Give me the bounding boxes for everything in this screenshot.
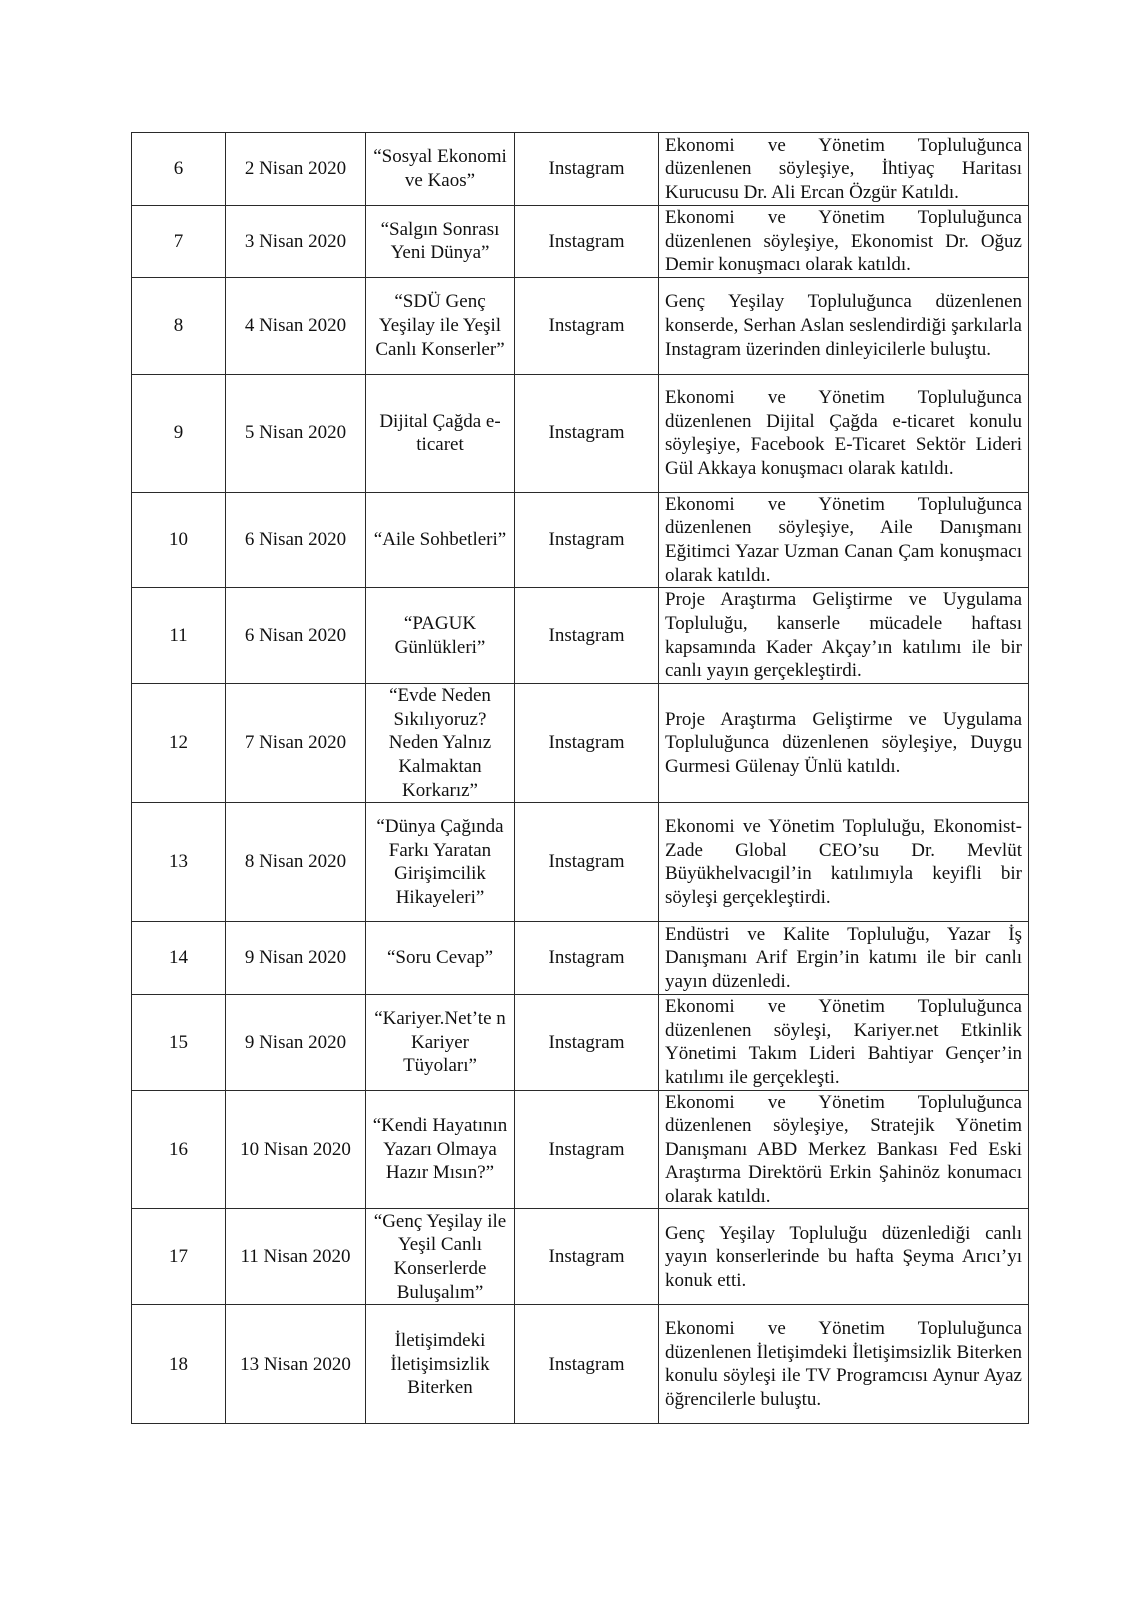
row-number: 6 <box>132 133 226 206</box>
event-date: 9 Nisan 2020 <box>226 995 366 1090</box>
row-number: 10 <box>132 492 226 587</box>
event-date: 8 Nisan 2020 <box>226 803 366 922</box>
event-date: 2 Nisan 2020 <box>226 133 366 206</box>
event-description: Ekonomi ve Yönetim Topluluğunca düzenlenen söyleşiye, Stratejik Yönetim Danışmanı ABD Merkez Bankası Fed Eski Araştırma Direktörü Erkin Şahinöz konumacı olarak katıldı. <box>659 1090 1029 1209</box>
event-date: 6 Nisan 2020 <box>226 492 366 587</box>
event-date: 7 Nisan 2020 <box>226 684 366 803</box>
row-number: 14 <box>132 922 226 995</box>
event-platform: Instagram <box>515 995 659 1090</box>
row-number: 8 <box>132 277 226 374</box>
row-number: 7 <box>132 206 226 278</box>
event-platform: Instagram <box>515 588 659 684</box>
event-title: “Genç Yeşilay ile Yeşil Canlı Konserlerde Buluşalım” <box>366 1209 515 1305</box>
event-date: 4 Nisan 2020 <box>226 277 366 374</box>
event-date: 11 Nisan 2020 <box>226 1209 366 1305</box>
events-table <box>131 132 1029 1424</box>
row-number: 13 <box>132 803 226 922</box>
event-description: Ekonomi ve Yönetim Topluluğunca düzenlenen söyleşi, Kariyer.net Etkinlik Yönetimi Takım Lideri Bahtiyar Gençer’in katılımı ile gerçekleşti. <box>659 995 1029 1090</box>
table-row <box>132 206 1029 278</box>
table-row <box>132 133 1029 206</box>
table-row <box>132 374 1029 492</box>
event-platform: Instagram <box>515 492 659 587</box>
event-date: 10 Nisan 2020 <box>226 1090 366 1209</box>
table-row <box>132 803 1029 922</box>
event-title: “Kariyer.Net’te n Kariyer Tüyoları” <box>366 995 515 1090</box>
event-date: 9 Nisan 2020 <box>226 922 366 995</box>
event-title: “Soru Cevap” <box>366 922 515 995</box>
row-number: 17 <box>132 1209 226 1305</box>
event-description: Proje Araştırma Geliştirme ve Uygulama Topluluğu, kanserle mücadele haftası kapsamında Kader Akçay’ın katılımı ile bir canlı yayın gerçekleştirdi. <box>659 588 1029 684</box>
event-platform: Instagram <box>515 133 659 206</box>
table-row <box>132 1305 1029 1424</box>
event-title: “Kendi Hayatının Yazarı Olmaya Hazır Mısın?” <box>366 1090 515 1209</box>
table-row <box>132 588 1029 684</box>
event-description: Endüstri ve Kalite Topluluğu, Yazar İş Danışmanı Arif Ergin’in katımı ile bir canlı yayın düzenledi. <box>659 922 1029 995</box>
row-number: 16 <box>132 1090 226 1209</box>
table-row <box>132 277 1029 374</box>
event-platform: Instagram <box>515 206 659 278</box>
event-platform: Instagram <box>515 684 659 803</box>
row-number: 18 <box>132 1305 226 1424</box>
event-title: “SDÜ Genç Yeşilay ile Yeşil Canlı Konserler” <box>366 277 515 374</box>
event-title: Dijital Çağda e-ticaret <box>366 374 515 492</box>
event-description: Ekonomi ve Yönetim Topluluğunca düzenlenen söyleşiye, İhtiyaç Haritası Kurucusu Dr. Ali Ercan Özgür Katıldı. <box>659 133 1029 206</box>
row-number: 9 <box>132 374 226 492</box>
event-title: “PAGUK Günlükleri” <box>366 588 515 684</box>
event-description: Ekonomi ve Yönetim Topluluğunca düzenlenen İletişimdeki İletişimsizlik Biterken konulu söyleşi ile TV Programcısı Aynur Ayaz öğrencilerle buluştu. <box>659 1305 1029 1424</box>
event-platform: Instagram <box>515 803 659 922</box>
table-row <box>132 684 1029 803</box>
table-row <box>132 1209 1029 1305</box>
event-platform: Instagram <box>515 1090 659 1209</box>
table-row <box>132 922 1029 995</box>
event-description: Genç Yeşilay Topluluğu düzenlediği canlı yayın konserlerinde bu hafta Şeyma Arıcı’yı konuk etti. <box>659 1209 1029 1305</box>
event-date: 5 Nisan 2020 <box>226 374 366 492</box>
event-title: “Evde Neden Sıkılıyoruz? Neden Yalnız Kalmaktan Korkarız” <box>366 684 515 803</box>
table-row <box>132 995 1029 1090</box>
event-title: “Salgın Sonrası Yeni Dünya” <box>366 206 515 278</box>
event-description: Proje Araştırma Geliştirme ve Uygulama Topluluğunca düzenlenen söyleşiye, Duygu Gurmesi Gülenay Ünlü katıldı. <box>659 684 1029 803</box>
event-platform: Instagram <box>515 1305 659 1424</box>
event-title: “Sosyal Ekonomi ve Kaos” <box>366 133 515 206</box>
event-description: Ekonomi ve Yönetim Topluluğunca düzenlenen söyleşiye, Aile Danışmanı Eğitimci Yazar Uzman Canan Çam konuşmacı olarak katıldı. <box>659 492 1029 587</box>
event-title: İletişimdeki İletişimsizlik Biterken <box>366 1305 515 1424</box>
event-title: “Aile Sohbetleri” <box>366 492 515 587</box>
event-platform: Instagram <box>515 277 659 374</box>
event-description: Genç Yeşilay Topluluğunca düzenlenen konserde, Serhan Aslan seslendirdiği şarkılarla Instagram üzerinden dinleyicilerle buluştu. <box>659 277 1029 374</box>
row-number: 12 <box>132 684 226 803</box>
event-description: Ekonomi ve Yönetim Topluluğu, Ekonomist- Zade Global CEO’su Dr. Mevlüt Büyükhelvacıgil’in katılımıyla keyifli bir söyleşi gerçekleştirdi. <box>659 803 1029 922</box>
event-date: 6 Nisan 2020 <box>226 588 366 684</box>
event-platform: Instagram <box>515 922 659 995</box>
event-description: Ekonomi ve Yönetim Topluluğunca düzenlenen Dijital Çağda e-ticaret konulu söyleşiye, Facebook E-Ticaret Sektör Lideri Gül Akkaya konuşmacı olarak katıldı. <box>659 374 1029 492</box>
event-description: Ekonomi ve Yönetim Topluluğunca düzenlenen söyleşiye, Ekonomist Dr. Oğuz Demir konuşmacı olarak katıldı. <box>659 206 1029 278</box>
event-platform: Instagram <box>515 1209 659 1305</box>
event-date: 13 Nisan 2020 <box>226 1305 366 1424</box>
event-date: 3 Nisan 2020 <box>226 206 366 278</box>
event-title: “Dünya Çağında Farkı Yaratan Girişimcilik Hikayeleri” <box>366 803 515 922</box>
row-number: 11 <box>132 588 226 684</box>
table-row <box>132 492 1029 587</box>
table-row <box>132 1090 1029 1209</box>
row-number: 15 <box>132 995 226 1090</box>
event-platform: Instagram <box>515 374 659 492</box>
